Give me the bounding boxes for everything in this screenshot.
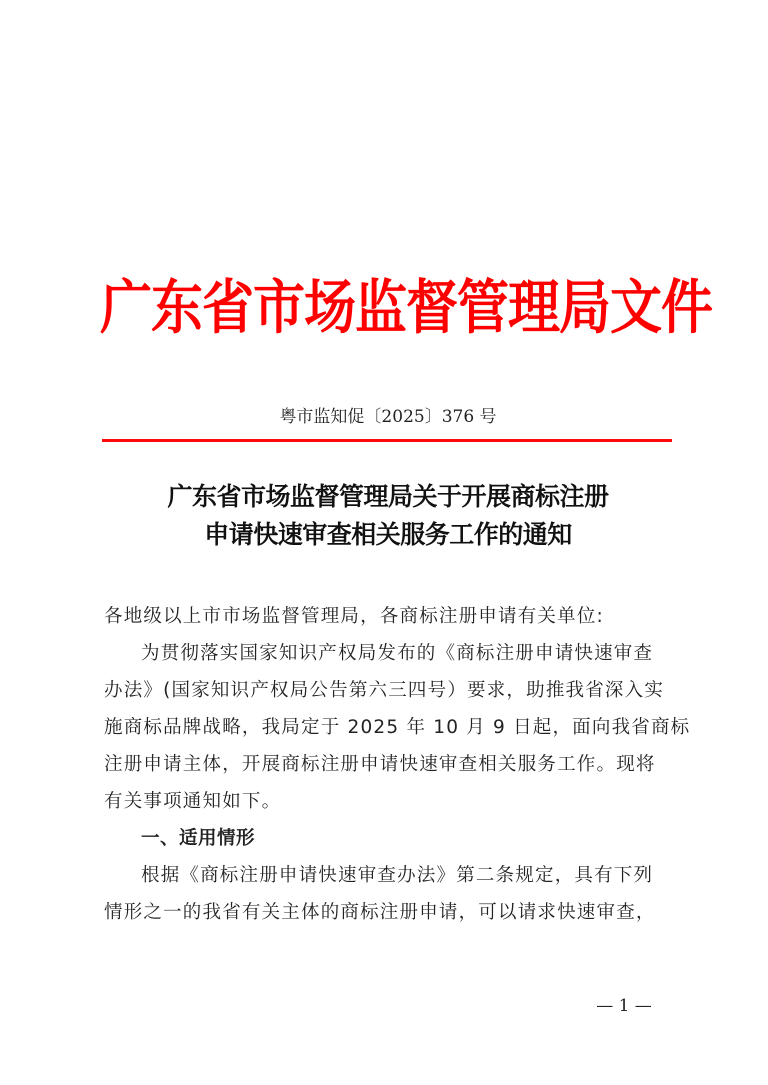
salutation: 各地级以上市市场监督管理局，各商标注册申请有关单位: xyxy=(104,606,604,627)
notice-title-line-2: 申请快速审查相关服务工作的通知 xyxy=(204,520,572,549)
section-heading-applicable-circumstances: 一、适用情形 xyxy=(141,828,256,849)
paragraph-1-line-1: 为贯彻落实国家知识产权局发布的《商标注册申请快速审查 xyxy=(141,643,654,664)
paragraph-1-line-4: 注册申请主体，开展商标注册申请快速审查相关服务工作。现将 xyxy=(104,754,656,775)
paragraph-1-line-5: 有关事项通知如下。 xyxy=(104,791,282,812)
paragraph-2-line-2: 情形之一的我省有关主体的商标注册申请，可以请求快速审查， xyxy=(104,902,656,923)
red-divider-rule xyxy=(102,439,672,442)
paragraph-2-line-1: 根据《商标注册申请快速审查办法》第二条规定，具有下列 xyxy=(141,865,654,886)
paragraph-1-line-3: 施商标品牌战略，我局定于 2025 年 10 月 9 日起，面向我省商标 xyxy=(104,717,691,738)
document-body xyxy=(104,598,691,931)
notice-title xyxy=(100,478,676,554)
document-number: 粤市监知促〔2025〕376 号 xyxy=(279,407,497,427)
issuer-header: 广东省市场监督管理局文件 xyxy=(100,273,713,342)
paragraph-1-line-2: 办法》(国家知识产权局公告第六三四号）要求，助推我省深入实 xyxy=(104,680,665,701)
page-number: — 1 — xyxy=(596,996,652,1016)
notice-title-line-1: 广东省市场监督管理局关于开展商标注册 xyxy=(167,482,609,511)
